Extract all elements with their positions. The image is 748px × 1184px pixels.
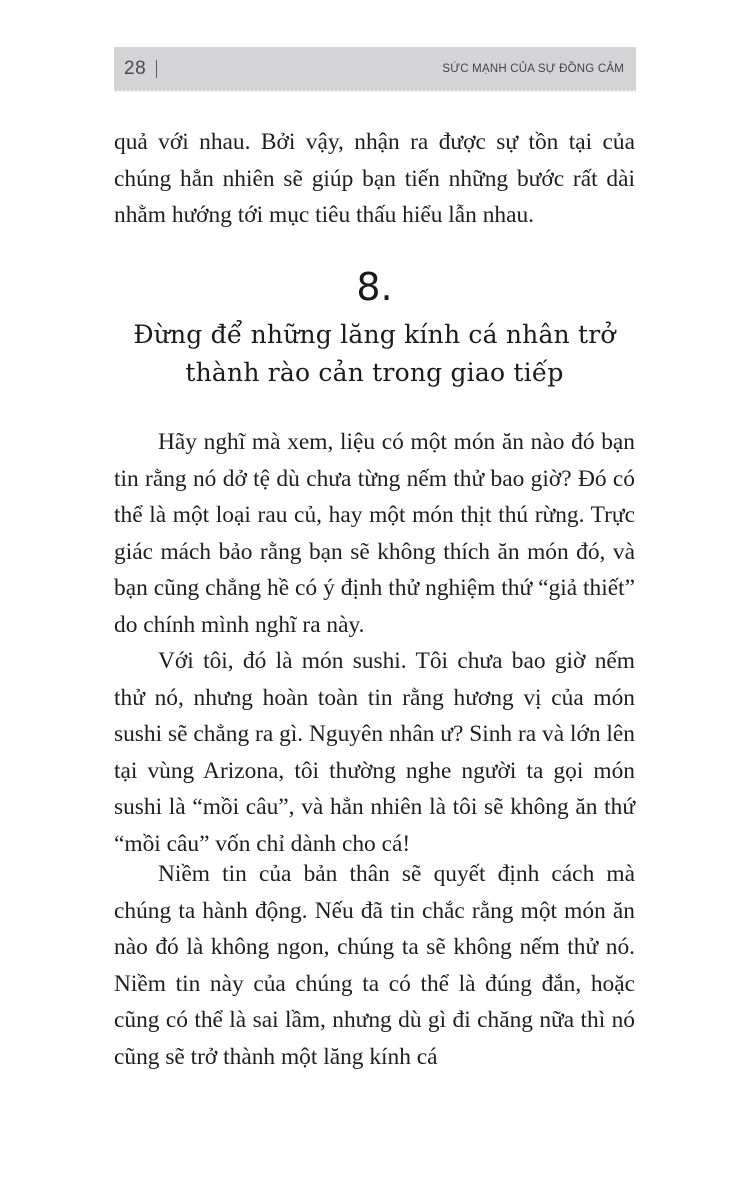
continued-paragraph-block bbox=[114, 124, 635, 234]
running-header bbox=[114, 47, 636, 90]
paragraph-block-1 bbox=[114, 424, 635, 644]
body-paragraph: Hãy nghĩ mà xem, liệu có một món ăn nào đó bạn tin rằng nó dở tệ dù chưa từng nếm thử bao giờ? Đó có thể là một loại rau củ, hay một món thịt thú rừng. Trực giác mách bảo rằng bạn sẽ không thích ăn món đó, và bạn cũng chẳng hề có ý định thử nghiệm thứ “giả thiết” do chính mình nghĩ ra này. bbox=[114, 429, 635, 638]
paragraph-block-3 bbox=[114, 856, 635, 1076]
body-paragraph: Niềm tin của bản thân sẽ quyết định cách mà chúng ta hành động. Nếu đã tin chắc rằng một món ăn nào đó là không ngon, chúng ta sẽ không nếm thử nó. Niềm tin này của chúng ta có thể là đúng đắn, hoặc cũng có thể là sai lầm, nhưng dù gì đi chăng nữa thì nó cũng sẽ trở thành một lăng kính cá bbox=[114, 861, 635, 1070]
continued-paragraph: quả với nhau. Bởi vậy, nhận ra được sự tồn tại của chúng hẳn nhiên sẽ giúp bạn tiến những bước rất dài nhằm hướng tới mục tiêu thấu hiểu lẫn nhau. bbox=[114, 129, 635, 229]
paragraph-block-2 bbox=[114, 643, 635, 863]
body-paragraph: Với tôi, đó là món sushi. Tôi chưa bao giờ nếm thử nó, nhưng hoàn toàn tin rằng hương vị của món sushi sẽ chẳng ra gì. Nguyên nhân ư? Sinh ra và lớn lên tại vùng Arizona, tôi thường nghe người ta gọi món sushi là “mồi câu”, và hẳn nhiên là tôi sẽ không ăn thứ “mồi câu” vốn chỉ dành cho cá! bbox=[114, 648, 635, 857]
section-number: 8. bbox=[356, 265, 393, 309]
book-title: SỨC MẠNH CỦA SỰ ĐỒNG CẢM bbox=[442, 62, 624, 75]
page-number: 28 bbox=[124, 57, 147, 79]
header-divider bbox=[156, 60, 157, 78]
header-left bbox=[124, 58, 157, 80]
section-title: Đừng để những lăng kính cá nhân trở thành rào cản trong giao tiếp bbox=[133, 320, 616, 387]
